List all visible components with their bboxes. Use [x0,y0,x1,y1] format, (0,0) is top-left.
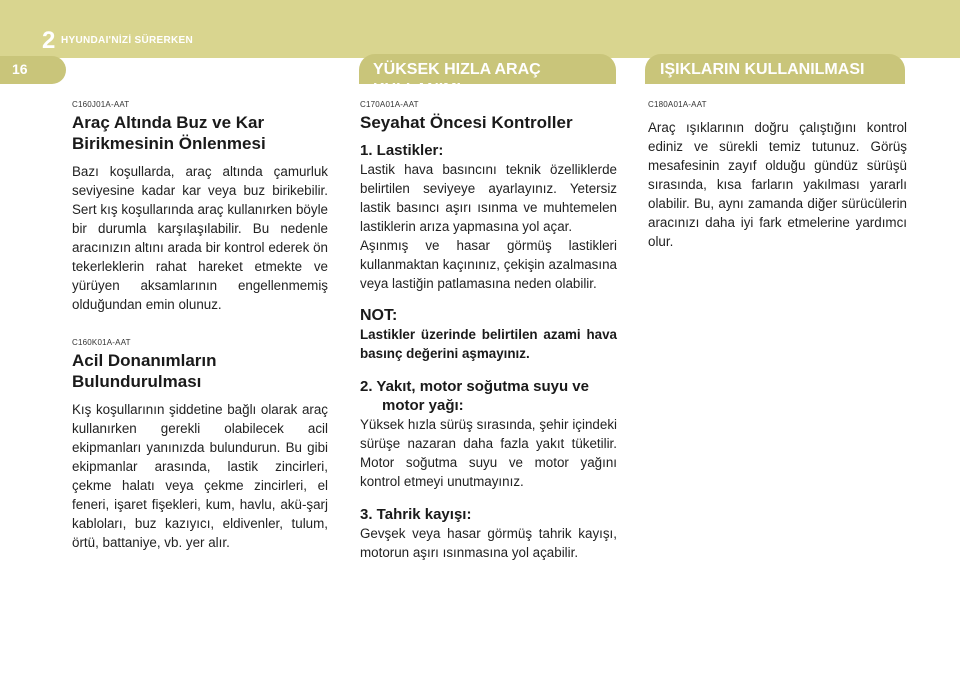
section-body: Bazı koşullarda, araç altında çamurluk seviyesine kadar kar veya buz birikebilir. Sert kış koşullarında araç kullanırken böyle bir durumla karşılaşılabilir. Bu nedenle aracınızın altını arada bir kontrol ederek ön tekerleklerin rahat hareket etmekte ve yürüyen aksamlarının engellenmemiş olduğundan emin olunuz. [72,164,328,312]
column-right [648,100,907,251]
header-band [0,0,960,58]
section-tab-label-lights: IŞIKLARIN KULLANILMASI [660,61,865,78]
section-heading: Acil Donanımların Bulundurulması [72,351,217,391]
section-code: C170A01A-AAT [360,100,419,109]
chapter-title: HYUNDAI'NİZİ SÜRERKEN [61,35,194,46]
item-heading: 1. Lastikler: [360,142,444,159]
section-code: C160K01A-AAT [72,338,131,347]
section-body: Araç ışıklarının doğru çalıştığını kontrol ediniz ve sürekli temiz tutunuz. Görüş mesafesinin zayıf olduğu gündüz sürüşü sırasında, kısa farların yakılması yararlı olabilir. Bu, aynı zamanda diğer sürücülerin aracınızı daha iyi fark etmelerine yardımcı olur. [648,120,907,249]
section-heading: Araç Altında Buz ve Kar Birikmesinin Önlenmesi [72,113,266,153]
column-middle [360,100,617,562]
page-number-tab [0,56,66,84]
item-body: Lastik hava basıncını teknik özelliklerde belirtilen seviyeye ayarlayınız. Yetersiz lastik basıncı aşırı ısınma ve muhtemelen lastiklerin arıza yapmasına yol açar. [360,162,617,234]
section-code: C180A01A-AAT [648,100,707,109]
section-code: C160J01A-AAT [72,100,130,109]
chapter-number: 2 [42,27,56,54]
section-heading: Seyahat Öncesi Kontroller [360,113,573,132]
section-tab-label-high-speed: YÜKSEK HIZLA ARAÇ KULLANIMI [373,61,541,98]
note-heading: NOT: [360,307,398,324]
item-heading: 2. Yakıt, motor soğutma suyu ve motor yağı: [360,378,589,414]
column-left [72,100,328,552]
note-body: Lastikler üzerinde belirtilen azami hava basınç değerini aşmayınız. [360,327,617,361]
item-body: Yüksek hızla sürüş sırasında, şehir içindeki sürüşe nazaran daha fazla yakıt tüketilir. Motor soğutma suyu ve motor yağını kontrol etmeyi unutmayınız. [360,417,617,489]
item-heading: 3. Tahrik kayışı: [360,506,472,523]
page-number: 16 [12,61,28,77]
section-body: Kış koşullarının şiddetine bağlı olarak araç kullanırken gerekli olabilecek acil ekipmanları yanınızda bulundurun. Bu gibi ekipmanlar arasında, lastik zincirleri, çekme halatı veya çekme zincirleri, el feneri, işaret fişekleri, kum, havlu, akü-şarj kabloları, buz kazıyıcı, eldivenler, tulum, örtü, battaniye, vb. yer alır. [72,402,328,550]
item-body: Gevşek veya hasar görmüş tahrik kayışı, motorun aşırı ısınmasına yol açabilir. [360,526,617,560]
item-body: Aşınmış ve hasar görmüş lastikleri kullanmaktan kaçınınız, çekişin azalmasına veya lastiğin patlamasına neden olabilir. [360,238,617,291]
